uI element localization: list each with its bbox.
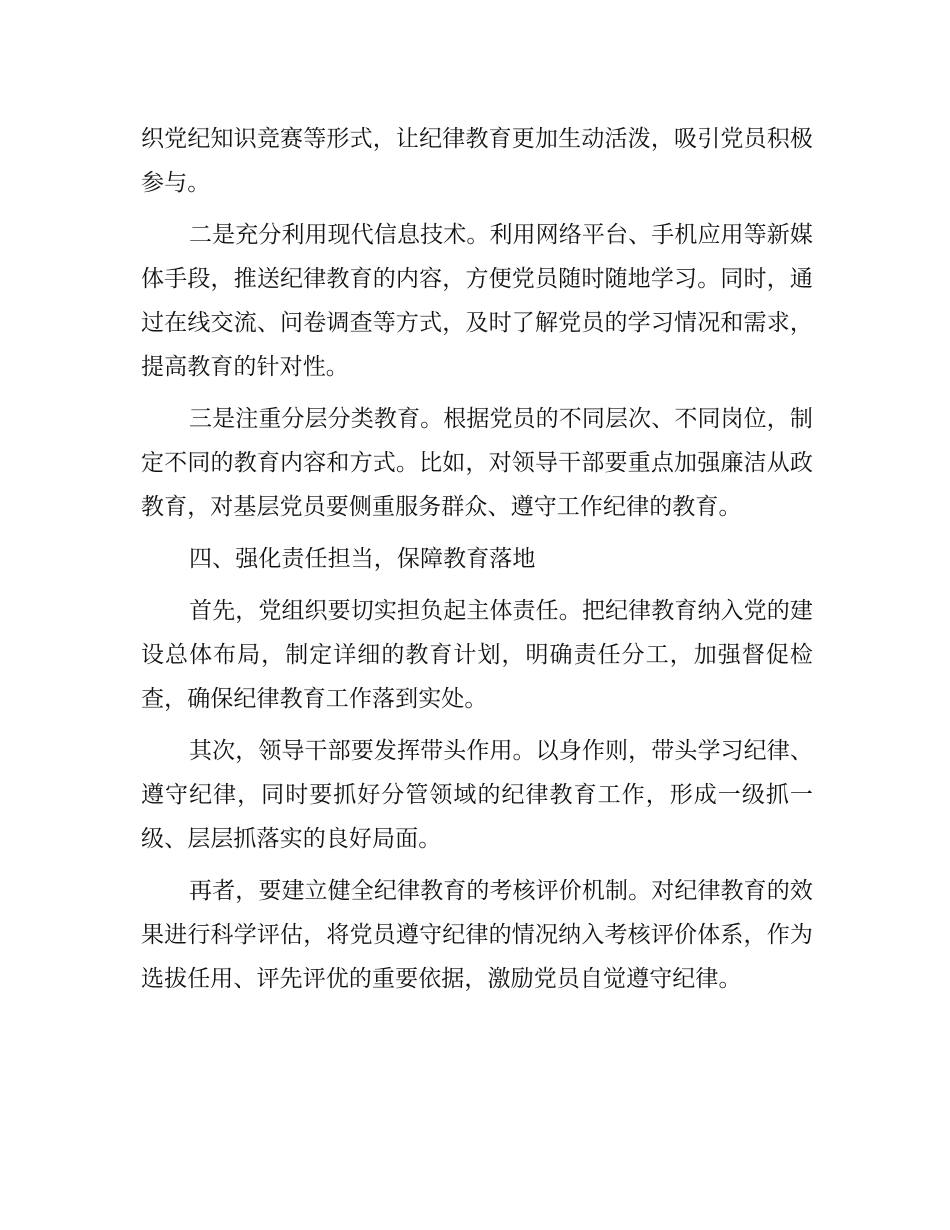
paragraph-layered-education: 三是注重分层分类教育。根据党员的不同层次、不同岗位，制定不同的教育内容和方式。比如，对领导干部要重点加强廉洁从政教育，对基层党员要侧重服务群众、遵守工作纪律的教育。 [141,406,813,520]
paragraph-leadership-role: 其次，领导干部要发挥带头作用。以身作则，带头学习纪律、遵守纪律，同时要抓好分管领域的纪律教育工作，形成一级抓一级、层层抓落实的良好局面。 [141,738,813,852]
document-body [141,117,813,1009]
paragraph-party-responsibility: 首先，党组织要切实担负起主体责任。把纪律教育纳入党的建设总体布局，制定详细的教育计划，明确责任分工，加强督促检查，确保纪律教育工作落到实处。 [141,598,813,712]
section-heading: 四、强化责任担当，保障教育落地 [189,546,536,572]
paragraph-evaluation-mechanism: 再者，要建立健全纪律教育的考核评价机制。对纪律教育的效果进行科学评估，将党员遵守纪律的情况纳入考核评价体系，作为选拔任用、评先评优的重要依据，激励党员自觉遵守纪律。 [141,878,813,992]
paragraph-modern-tech: 二是充分利用现代信息技术。利用网络平台、手机应用等新媒体手段，推送纪律教育的内容，方便党员随时随地学习。同时，通过在线交流、问卷调查等方式，及时了解党员的学习情况和需求，提高教育的针对性。 [141,222,813,380]
paragraph-continuation: 织党纪知识竞赛等形式，让纪律教育更加生动活泼，吸引党员积极参与。 [141,126,813,196]
